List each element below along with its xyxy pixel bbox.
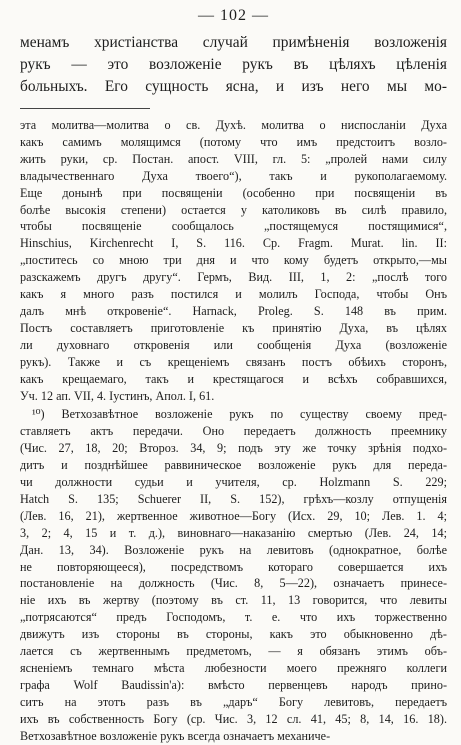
footnote-continued [20, 117, 447, 404]
footnote-line: ситъ на этотъ разъ въ „даръ“ Богу левитовъ, передаетъ [20, 694, 447, 709]
footnote-line: какъ самимъ молящимся (потому что имъ предстоитъ возло- [20, 134, 447, 149]
page-number: — 102 — [198, 7, 269, 24]
footnote-line: (Лев. 16, 21), жертвенное животное—Богу (Исх. 29, 10; Лев. 1. 4; [20, 508, 447, 523]
footnote-line: ¹⁰) Ветхозавѣтное возложеніе рукъ по существу своему пред- [32, 407, 447, 422]
footnote-line: Еще донынѣ при посвященіи (особенно при посвященіи въ [20, 185, 447, 200]
footnote-divider [20, 108, 150, 109]
footnote-line: далъ мнѣ откровеніе“. Harnack, Proleg. S. 148 въ прим. [20, 303, 447, 318]
footnote-line: какъ крещаемаго, такъ и крестящагося и всѣхъ собравшихся, [20, 371, 447, 386]
footnote-line: жить руки, ср. Постан. апост. VIII, гл. 5: „пролей нами силу [20, 151, 447, 166]
footnote-line: чтобы посвященіе сообщалось „постящемуся постящимися“, [20, 219, 447, 234]
footnote-line: Постъ составляетъ приготовленіе къ принятію Духа, въ цѣлях [20, 320, 447, 335]
footnote-line: движутъ изъ стороны въ стороны, какъ это обыкновенно дѣ- [20, 627, 447, 642]
footnote-line: болѣе высокія степени) остается у католиковъ въ силѣ правило, [20, 202, 447, 217]
footnote-line: Hatch S. 135; Schuerer II, S. 152), грѣхъ—козлу отпущенія [20, 491, 447, 506]
footnote-line: эта молитва—молитва о св. Духѣ. молитва о ниспосланіи Духа [20, 118, 447, 132]
footnote-line: ніе ихъ въ жертву (поэтому въ ст. 11, 13 говорится, что левиты [20, 593, 447, 608]
footnote-line: графа Wolf Baudissin'a): вмѣсто первенцевъ народъ прино- [20, 677, 447, 692]
footnote-line: Ветхозавѣтное возложеніе рукъ всегда означаетъ механиче- [20, 728, 331, 743]
main-text-line: менамъ христіанства случай примѣненія возложенія [20, 34, 447, 51]
footnote-10 [20, 406, 447, 744]
footnote-line: ясненіемъ темнаго мѣста любезности моего прежняго коллеги [20, 661, 447, 675]
footnote-line: „потрясаются“ предъ Господомъ, т. е. что ихъ торжественно [20, 610, 447, 625]
footnote-line: ли духовнаго откровенія или сообщенія Духа (возложеніе [20, 337, 447, 352]
footnote-line: не повторяющееся), посредствомъ котораго совершается ихъ [20, 559, 447, 574]
footnote-line: разскажемъ другъ другу“. Гермъ, Вид. III, 1, 2: „послѣ того [20, 270, 447, 285]
main-text-line: больныхъ. Его сущность ясна, и изъ него мы мо- [20, 78, 447, 95]
footnote-line: лается съ жертвеннымъ предметомъ, — я обязанъ этимъ объ- [20, 644, 447, 659]
footnote-line: ихъ въ собственность Богу (ср. Чис. 3, 12 сл. 41, 45; 8, 14, 16. 18). [20, 711, 447, 726]
footnote-line: владычественнаго Духа твоего“), такъ и рукополагаемому. [20, 168, 447, 183]
footnote-line: дитъ и позднѣйшее раввиническое возложеніе рукъ для переда- [20, 458, 447, 473]
footnote-line: (Чис. 27, 18, 20; Второз. 34, 9; подъ эту же точку зрѣнія подхо- [20, 441, 447, 456]
footnote-line: Уч. 12 ап. VII, 4. Іустинъ, Апол. I, 61. [20, 388, 215, 403]
main-text [20, 32, 447, 98]
footnote-line: постановленіе на должность (Чис. 8, 5—22), означаетъ принесе- [20, 576, 447, 591]
footnote-line: какъ я много разъ постился и молилъ Господа, чтобы Онъ [20, 287, 447, 302]
footnote-line: 3, 2; 4, 15 и т. д.), виновнаго—наказанію смертью (Лев. 24, 14; [20, 525, 447, 540]
footnote-line: Hinschius, Kirchenrecht I, S. 116. Ср. Fragm. Murat. lin. II: [20, 236, 447, 251]
footnote-line: рукъ). Также и съ крещеніемъ связанъ постъ обѣихъ сторонъ, [20, 354, 447, 369]
footnote-line: ставляетъ актъ передачи. Оно передаетъ должность преемнику [20, 424, 447, 439]
footnote-line: „поститесь со мною три дня и что кому будетъ открыто,—мы [20, 253, 447, 268]
main-text-line: рукъ — это возложеніе рукъ въ цѣляхъ цѣленія [20, 56, 447, 73]
footnotes [20, 117, 447, 745]
footnote-line: чи должности судьи и учителя, ср. Holzmann S. 229; [20, 475, 447, 490]
footnote-line: Дан. 13, 34). Возложеніе рукъ на левитовъ (однократное, болѣе [20, 542, 447, 557]
